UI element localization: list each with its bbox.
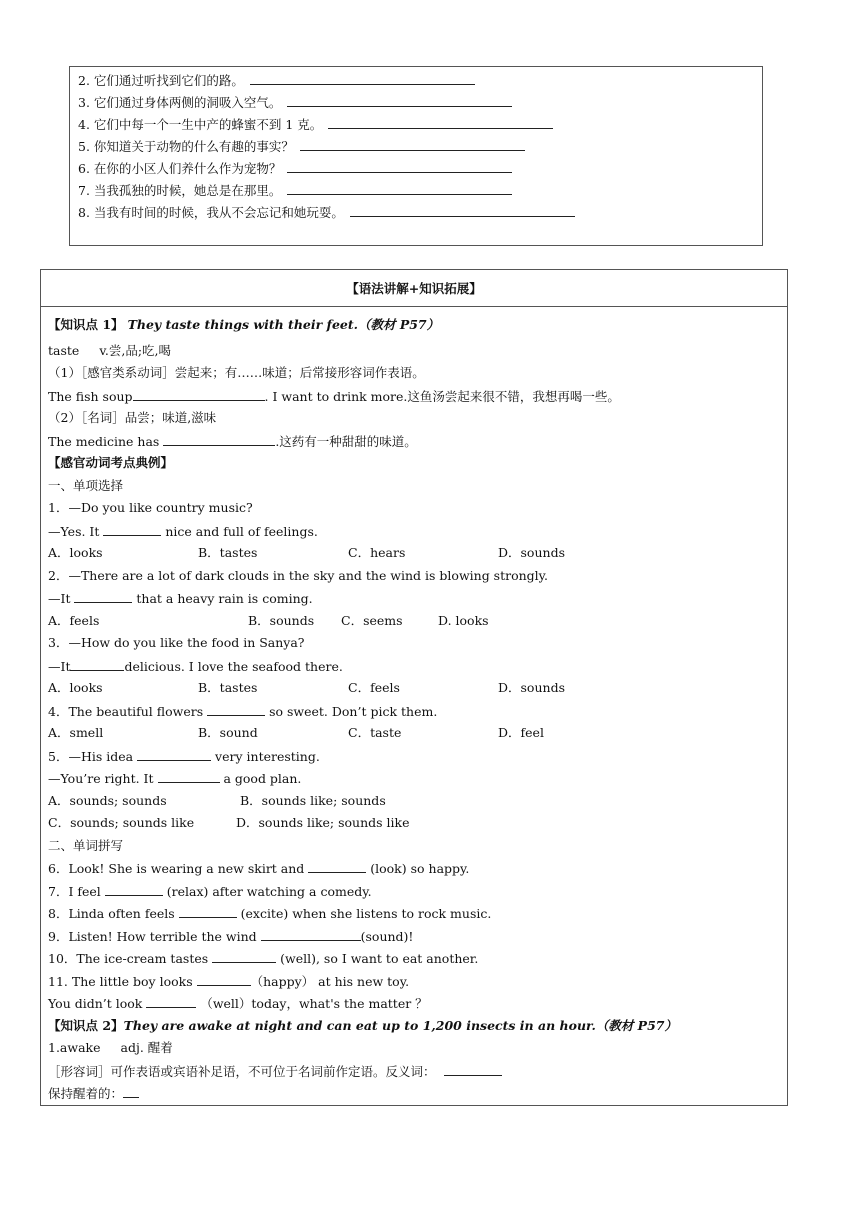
answer-blank[interactable] <box>261 928 361 941</box>
answer-blank[interactable] <box>287 182 512 195</box>
translation-text: 4. 它们中每一个一生中产的蜂蜜不到 1 克。 <box>78 117 323 132</box>
awake-word: 1.awake <box>48 1040 101 1055</box>
q5-text-c: —You’re right. It <box>48 771 158 786</box>
translation-text: 5. 你知道关于动物的什么有趣的事实？ <box>78 139 294 154</box>
part-1-title: 一、单项选择 <box>48 478 124 493</box>
translation-item <box>78 138 525 155</box>
q5-text-b: very interesting. <box>211 749 320 764</box>
spelling-text-a: 7．I feel <box>48 884 105 899</box>
answer-blank[interactable] <box>123 1085 139 1098</box>
spelling-item <box>48 905 491 922</box>
awake-keep-text: 保持醒着的： <box>48 1086 124 1101</box>
answer-blank[interactable] <box>103 523 161 536</box>
awake-usage <box>48 1063 502 1080</box>
q2-option-d[interactable]: D. looks <box>438 613 489 628</box>
section-title: 【语法讲解+知识拓展】 <box>41 270 787 307</box>
answer-blank[interactable] <box>137 748 211 761</box>
q4-option-d[interactable]: D．feel <box>498 725 544 740</box>
taste-definition <box>48 343 171 359</box>
question-5 <box>48 748 320 765</box>
question-1-line2 <box>48 523 318 540</box>
q2-text-a: —It <box>48 591 75 606</box>
spelling-text-a: You didn’t look <box>48 996 147 1011</box>
q1-option-b[interactable]: B．tastes <box>198 545 258 560</box>
kp1-label: 【知识点 1】 <box>48 317 124 332</box>
spelling-text-a: 8．Linda often feels <box>48 906 179 921</box>
examples-title: 【感官动词考点典例】 <box>48 455 174 470</box>
translation-item <box>78 116 553 133</box>
awake-usage-text: ［形容词］可作表语或宾语补足语，不可位于名词前作定语。反义词： <box>48 1064 436 1079</box>
q4-text-a: 4．The beautiful flowers <box>48 704 208 719</box>
q1-text-a: —Yes. It <box>48 524 104 539</box>
answer-blank[interactable] <box>207 703 265 716</box>
q5-option-d[interactable]: D．sounds like; sounds like <box>236 815 410 830</box>
answer-blank[interactable] <box>350 204 575 217</box>
part-2-title: 二、单词拼写 <box>48 838 124 853</box>
translation-text: 6. 在你的小区人们养什么作为宠物？ <box>78 161 282 176</box>
q3-option-d[interactable]: D．sounds <box>498 680 565 695</box>
spelling-text-b: (well), so I want to eat another. <box>276 951 479 966</box>
awake-pos: adj. 醒着 <box>120 1040 173 1055</box>
answer-blank[interactable] <box>300 138 525 151</box>
question-5-line2 <box>48 770 301 787</box>
q1-option-c[interactable]: C．hears <box>348 545 406 560</box>
question-2-line2 <box>48 590 313 607</box>
translation-text: 3. 它们通过身体两侧的洞吸入空气。 <box>78 95 282 110</box>
q4-option-c[interactable]: C．taste <box>348 725 402 740</box>
question-3-line2 <box>48 658 343 675</box>
taste-pos: v.尝,品;吃,喝 <box>99 343 172 358</box>
q3-option-c[interactable]: C．feels <box>348 680 400 695</box>
question-1: 1．—Do you like country music? <box>48 500 253 515</box>
question-3: 3．—How do you like the food in Sanya? <box>48 635 305 650</box>
q3-text-a: —It <box>48 659 71 674</box>
answer-blank[interactable] <box>146 995 196 1008</box>
spelling-item <box>48 928 413 945</box>
spelling-text-b: （happy） at his new toy. <box>250 974 410 989</box>
kp2-label: 【知识点 2】 <box>48 1018 124 1033</box>
q1-option-a[interactable]: A．looks <box>48 545 103 560</box>
spelling-item <box>48 883 372 900</box>
spelling-text-b: (excite) when she listens to rock music. <box>236 906 492 921</box>
translation-text: 8. 当我有时间的时候，我从不会忘记和她玩耍。 <box>78 205 344 220</box>
q1-text-b: nice and full of feelings. <box>161 524 318 539</box>
usage-1: （1）［感官类系动词］尝起来；有……味道；后常接形容词作表语。 <box>48 365 425 380</box>
example-1-post: . I want to drink more.这鱼汤尝起来很不错，我想再喝一些。 <box>264 389 620 404</box>
spelling-item <box>48 950 478 967</box>
spelling-text-b: (relax) after watching a comedy. <box>162 884 372 899</box>
answer-blank[interactable] <box>328 116 553 129</box>
q5-option-c[interactable]: C．sounds; sounds like <box>48 815 195 830</box>
answer-blank[interactable] <box>287 94 512 107</box>
knowledge-point-2 <box>48 1018 677 1034</box>
answer-blank[interactable] <box>70 658 124 671</box>
answer-blank[interactable] <box>287 160 512 173</box>
spelling-item <box>48 860 469 877</box>
question-2: 2．—There are a lot of dark clouds in the sky and the wind is blowing strongly. <box>48 568 549 583</box>
q2-text-b: that a heavy rain is coming. <box>132 591 313 606</box>
answer-blank[interactable] <box>74 590 132 603</box>
q3-option-a[interactable]: A．looks <box>48 680 103 695</box>
spelling-item <box>48 973 409 990</box>
answer-blank[interactable] <box>308 860 366 873</box>
spelling-text-a: 9．Listen! How terrible the wind <box>48 929 261 944</box>
grammar-section <box>40 269 788 1106</box>
q2-option-a[interactable]: A．feels <box>48 613 100 628</box>
answer-blank[interactable] <box>163 433 275 446</box>
translation-text: 2. 它们通过听找到它们的路。 <box>78 73 244 88</box>
answer-blank[interactable] <box>250 72 475 85</box>
q4-option-a[interactable]: A．smell <box>48 725 104 740</box>
answer-blank[interactable] <box>212 950 276 963</box>
translation-item <box>78 160 512 177</box>
answer-blank[interactable] <box>444 1063 502 1076</box>
kp1-sentence: They taste things with their feet.（教材 P57） <box>127 317 440 332</box>
spelling-text-a: 6．Look! She is wearing a new skirt and <box>48 861 309 876</box>
example-1 <box>48 388 620 405</box>
q2-option-b[interactable]: B．sounds <box>248 613 315 628</box>
translation-item <box>78 94 512 111</box>
awake-definition <box>48 1040 173 1056</box>
q3-option-b[interactable]: B．tastes <box>198 680 258 695</box>
awake-keep <box>48 1085 139 1102</box>
example-2 <box>48 433 417 450</box>
translation-text: 7. 当我孤独的时候，她总是在那里。 <box>78 183 282 198</box>
example-2-pre: The medicine has <box>48 434 164 449</box>
spelling-text-b: (look) so happy. <box>366 861 470 876</box>
usage-2: （2）［名词］品尝；味道,滋味 <box>48 410 217 425</box>
q4-text-b: so sweet. Don’t pick them. <box>265 704 438 719</box>
q5-option-a[interactable]: A．sounds; sounds <box>48 793 167 808</box>
q5-option-b[interactable]: B．sounds like; sounds <box>240 793 386 808</box>
translation-item <box>78 204 575 221</box>
answer-blank[interactable] <box>133 388 265 401</box>
kp2-sentence: They are awake at night and can eat up to 1,200 insects in an hour.（教材 P57） <box>123 1018 677 1033</box>
example-2-post: .这药有一种甜甜的味道。 <box>275 434 417 449</box>
q1-option-d[interactable]: D．sounds <box>498 545 565 560</box>
spelling-text-b: (sound)! <box>360 929 414 944</box>
question-4 <box>48 703 437 720</box>
q5-text-d: a good plan. <box>219 771 302 786</box>
example-1-pre: The fish soup <box>48 389 133 404</box>
q3-text-b: delicious. I love the seafood there. <box>124 659 343 674</box>
spelling-text-a: 11. The little boy looks <box>48 974 197 989</box>
q4-option-b[interactable]: B．sound <box>198 725 258 740</box>
answer-blank[interactable] <box>197 973 251 986</box>
q2-option-c[interactable]: C．seems <box>341 613 403 628</box>
q5-text-a: 5．—His idea <box>48 749 138 764</box>
taste-word: taste <box>48 343 80 358</box>
knowledge-point-1 <box>48 317 439 333</box>
spelling-text-a: 10．The ice-cream tastes <box>48 951 213 966</box>
spelling-item <box>48 995 428 1012</box>
answer-blank[interactable] <box>179 905 237 918</box>
answer-blank[interactable] <box>158 770 220 783</box>
translation-box <box>69 66 763 246</box>
answer-blank[interactable] <box>105 883 163 896</box>
translation-item <box>78 182 512 199</box>
translation-item <box>78 72 475 89</box>
spelling-text-b: （well）today，what's the matter ？ <box>196 996 428 1011</box>
